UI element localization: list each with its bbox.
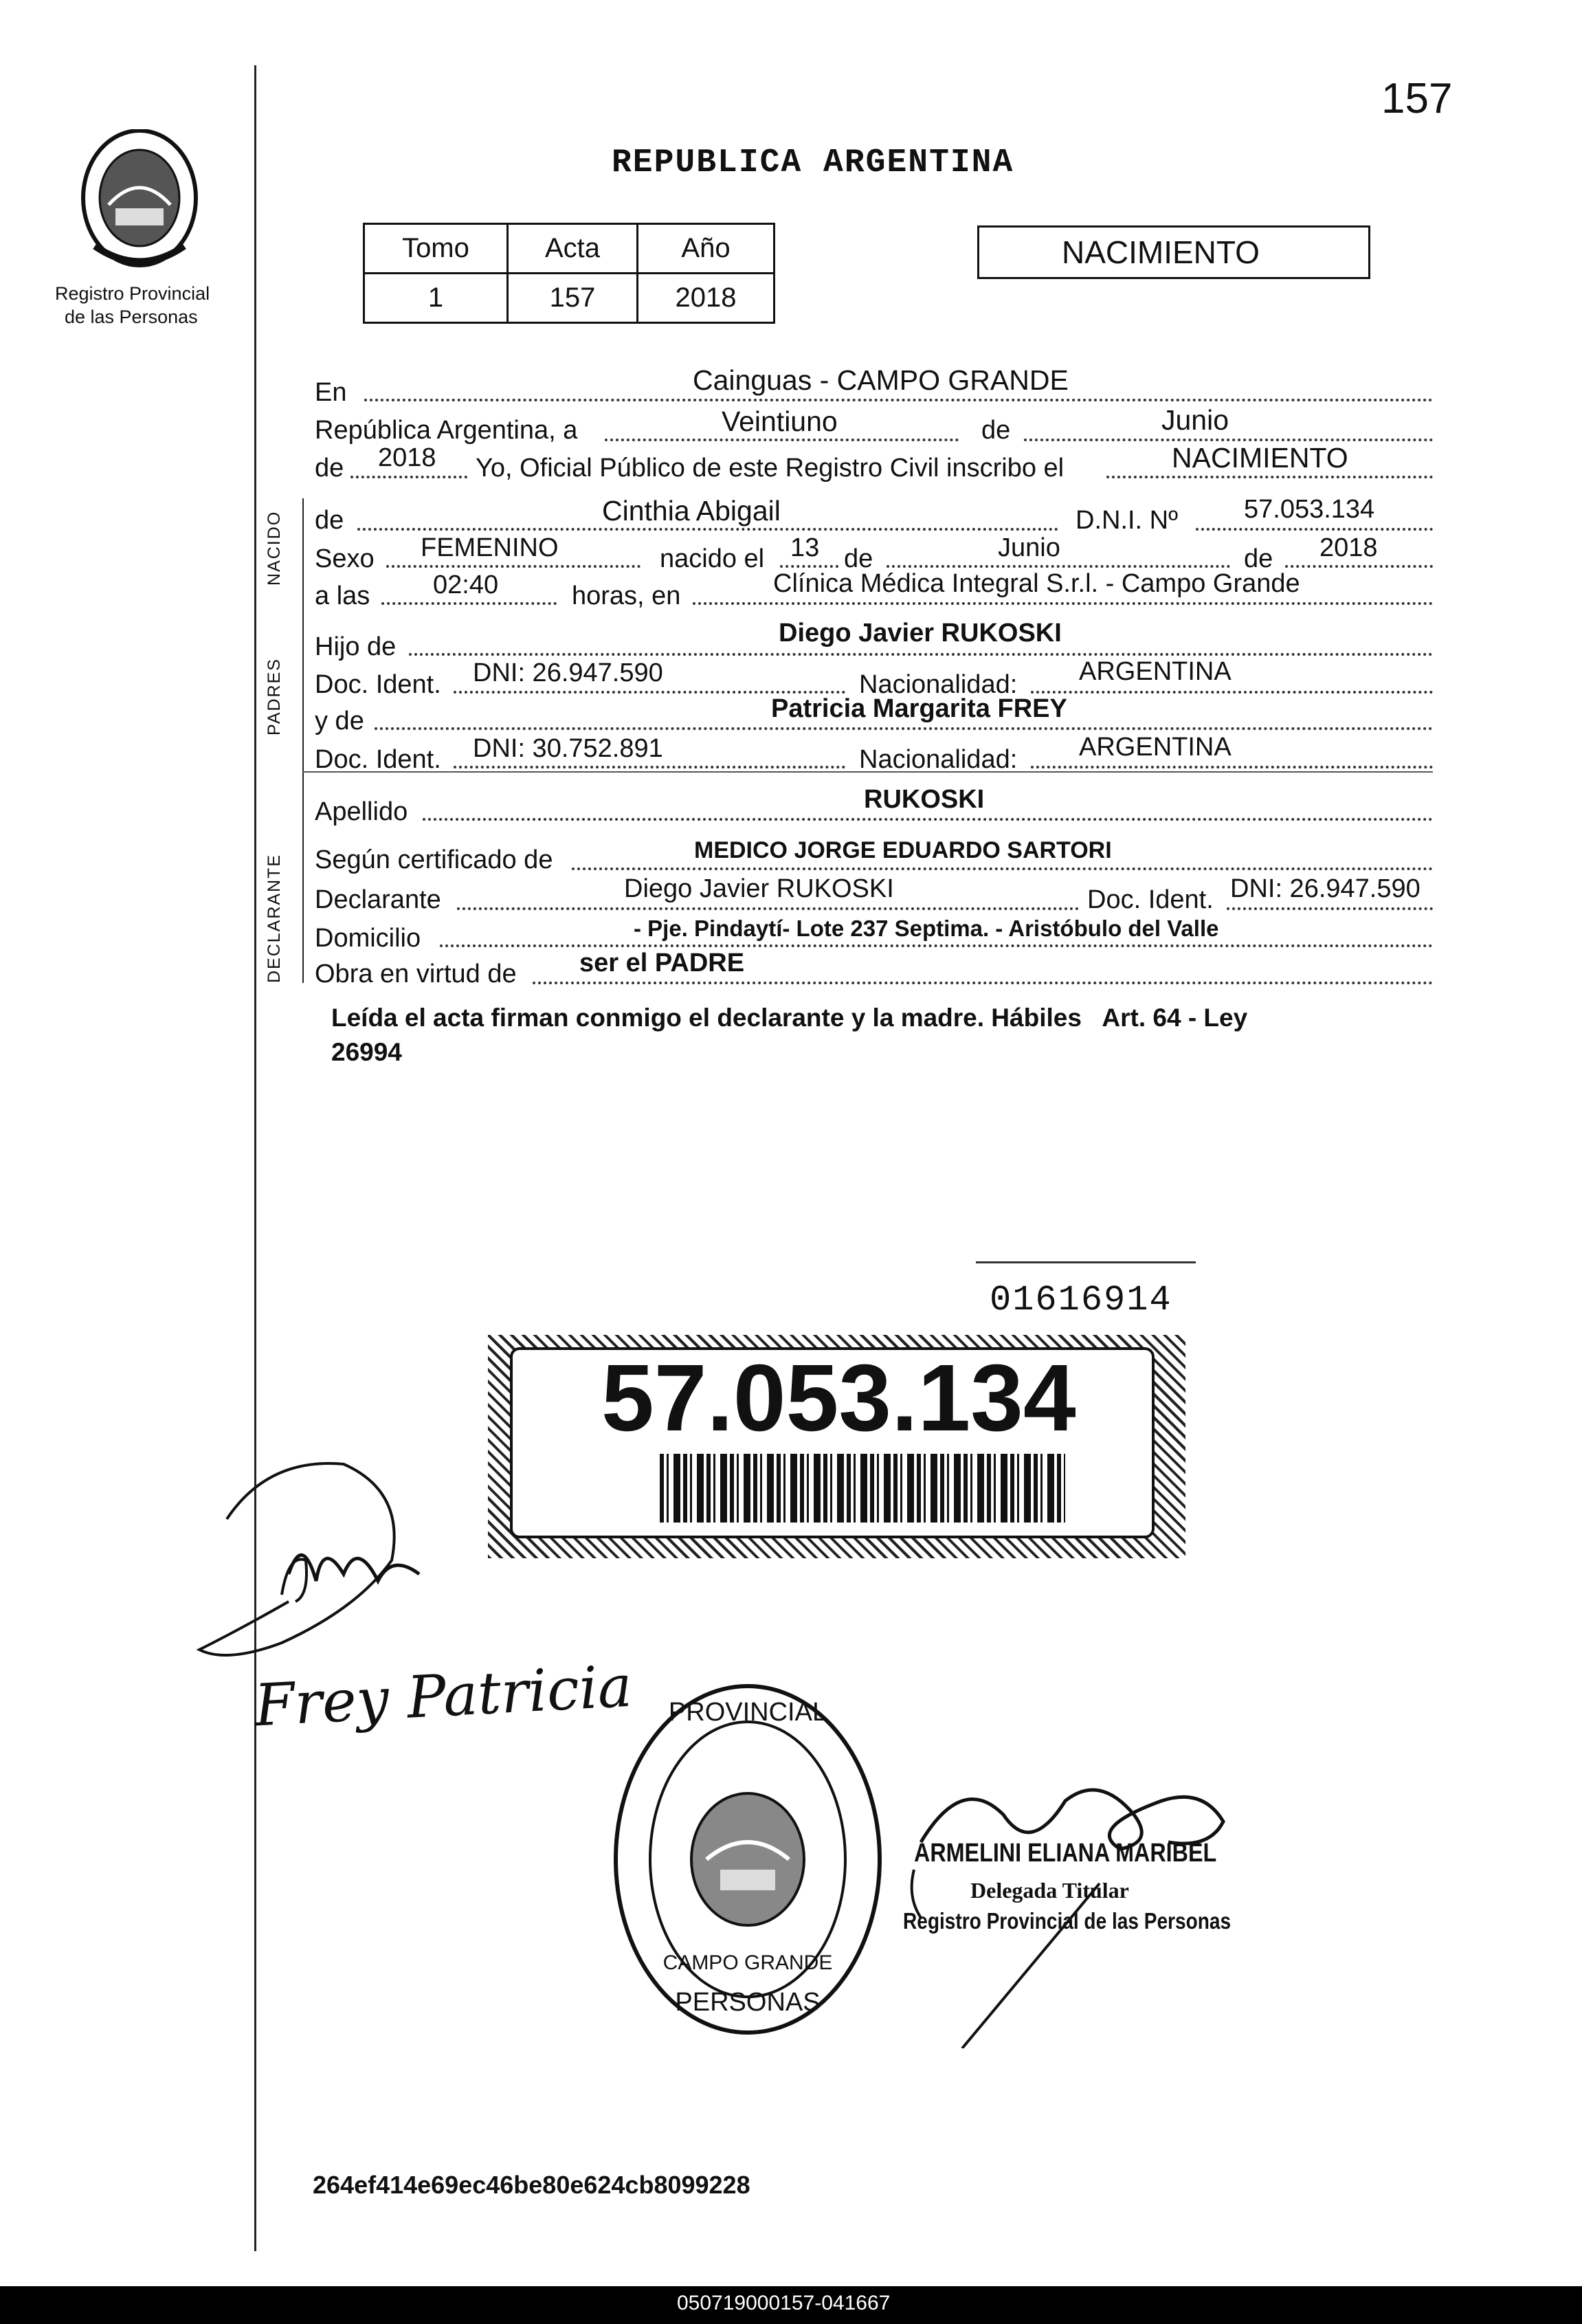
reference-table [363, 223, 775, 324]
declarante-doc: DNI: 26.947.590 [1230, 874, 1421, 903]
official-role: Delegada Titular [970, 1878, 1129, 1903]
dots [1031, 691, 1433, 694]
child-dni: 57.053.134 [1244, 495, 1375, 524]
dots [533, 982, 1433, 984]
section-divider [302, 771, 1433, 773]
apellido-value: RUKOSKI [864, 785, 985, 814]
logo-caption-line1: Registro Provincial [55, 283, 210, 304]
acta-value: 157 [507, 274, 637, 323]
declarante-section-label: DECLARANTE [265, 853, 284, 983]
birth-year: 2018 [1319, 533, 1378, 562]
dots [1196, 528, 1433, 531]
sexo-value: FEMENINO [421, 533, 559, 562]
serial-number: 01616914 [990, 1280, 1172, 1320]
tomo-value: 1 [364, 274, 508, 323]
dots [409, 653, 1433, 656]
nacido-el-label: nacido el [660, 544, 765, 573]
official-stamp [610, 1681, 885, 2038]
birth-time: 02:40 [433, 571, 499, 599]
page-number: 157 [1381, 75, 1453, 122]
svg-text:PROVINCIAL: PROVINCIAL [668, 1698, 827, 1727]
tomo-header: Tomo [364, 224, 508, 274]
acta-header: Acta [507, 224, 637, 274]
declarante-doc-label: Doc. Ident. [1087, 885, 1214, 914]
birth-day: 13 [790, 533, 820, 562]
document-hash: 264ef414e69ec46be80e624cb8099228 [313, 2171, 750, 2199]
apellido-label: Apellido [315, 797, 408, 826]
dots [572, 867, 1433, 870]
obra-value: ser el PADRE [579, 949, 745, 977]
dots [386, 565, 640, 568]
dots [423, 818, 1433, 821]
obra-label: Obra en virtud de [315, 960, 517, 988]
dots [457, 907, 1079, 910]
dots [887, 565, 1230, 568]
declarant-signature [186, 1437, 509, 1684]
document-title: REPUBLICA ARGENTINA [612, 144, 1014, 181]
province-logo [74, 129, 205, 280]
dots [1227, 907, 1433, 910]
cert-label: Según certificado de [315, 845, 553, 874]
de-label-2: de [844, 544, 873, 573]
de-label: de [981, 416, 1011, 445]
dots [1024, 439, 1433, 441]
dots [357, 528, 1058, 531]
closing-line-1: Leída el acta firman conmigo el declarante y la madre. Hábiles Art. 64 - Ley [331, 1004, 1248, 1032]
birth-month: Junio [998, 533, 1060, 562]
official-signature [893, 1760, 1251, 2048]
dots [780, 565, 838, 568]
dots [1106, 476, 1433, 478]
dots [605, 439, 959, 441]
official-name: ARMELINI ELIANA MARIBEL [914, 1839, 1217, 1868]
republica-label: República Argentina, a [315, 416, 578, 445]
de-label-3: de [1244, 544, 1273, 573]
dots [350, 476, 467, 478]
dots [1285, 565, 1433, 568]
dots [454, 766, 845, 768]
anio-value: 2018 [637, 274, 774, 323]
dots [1031, 766, 1433, 768]
place-value: Cainguas - CAMPO GRANDE [693, 364, 1069, 396]
father-name: Diego Javier RUKOSKI [779, 619, 1062, 648]
svg-text:CAMPO GRANDE: CAMPO GRANDE [662, 1951, 833, 1974]
mother-name: Patricia Margarita FREY [771, 694, 1067, 723]
domicilio-label: Domicilio [315, 924, 421, 953]
nacido-de-label: de [315, 506, 344, 535]
father-nat-label: Nacionalidad: [859, 670, 1018, 699]
padres-section-label: PADRES [265, 658, 284, 735]
dots [454, 691, 845, 694]
year-value: 2018 [378, 443, 436, 472]
birth-place: Clínica Médica Integral S.r.l. - Campo Grande [773, 569, 1300, 598]
oficial-text: Yo, Oficial Público de este Registro Civil inscribo el [476, 454, 1065, 483]
alas-label: a las [315, 582, 370, 610]
cert-value: MEDICO JORGE EDUARDO SARTORI [694, 837, 1112, 863]
dni-large: 57.053.134 [601, 1345, 1076, 1451]
declarante-name: Diego Javier RUKOSKI [624, 874, 894, 903]
closing-line-2: 26994 [331, 1038, 402, 1066]
mother-nat-label: Nacionalidad: [859, 745, 1018, 774]
declarante-label: Declarante [315, 885, 441, 914]
father-doc-label: Doc. Ident. [315, 670, 441, 699]
act-type-value: NACIMIENTO [1172, 442, 1348, 474]
serial-rule [976, 1261, 1196, 1263]
nacido-section-label: NACIDO [265, 510, 284, 586]
dots [440, 944, 1433, 947]
yde-label: y de [315, 707, 364, 735]
dots [381, 602, 557, 605]
father-nationality: ARGENTINA [1079, 657, 1232, 686]
section-rule-line [302, 498, 304, 983]
year-prefix: de [315, 454, 344, 483]
sexo-label: Sexo [315, 544, 375, 573]
dots [364, 399, 1433, 401]
hijo-label: Hijo de [315, 632, 397, 661]
father-doc: DNI: 26.947.590 [473, 659, 663, 687]
dots [375, 727, 1433, 730]
svg-text:PERSONAS: PERSONAS [675, 1988, 821, 2017]
anio-header: Año [637, 224, 774, 274]
mother-doc-label: Doc. Ident. [315, 745, 441, 774]
child-name: Cinthia Abigail [602, 495, 781, 527]
horas-label: horas, en [572, 582, 681, 610]
dots [693, 602, 1433, 605]
handwritten-name: Frey Patricia [252, 1652, 634, 1740]
mother-doc: DNI: 30.752.891 [473, 734, 663, 763]
dni-barcode [660, 1454, 1065, 1523]
domicilio-value: - Pje. Pindaytí- Lote 237 Septima. - Aristóbulo del Valle [634, 916, 1219, 941]
record-type: NACIMIENTO [1062, 234, 1260, 270]
mother-nationality: ARGENTINA [1079, 733, 1232, 762]
footer-code: 050719000157-041667 [677, 2292, 891, 2314]
en-label: En [315, 378, 347, 407]
month-value: Junio [1161, 404, 1229, 436]
day-words: Veintiuno [722, 406, 838, 437]
official-office: Registro Provincial de las Personas [903, 1908, 1232, 1934]
left-margin-line [254, 65, 256, 2251]
logo-caption-line2: de las Personas [65, 307, 198, 327]
dni-label: D.N.I. Nº [1076, 506, 1178, 535]
